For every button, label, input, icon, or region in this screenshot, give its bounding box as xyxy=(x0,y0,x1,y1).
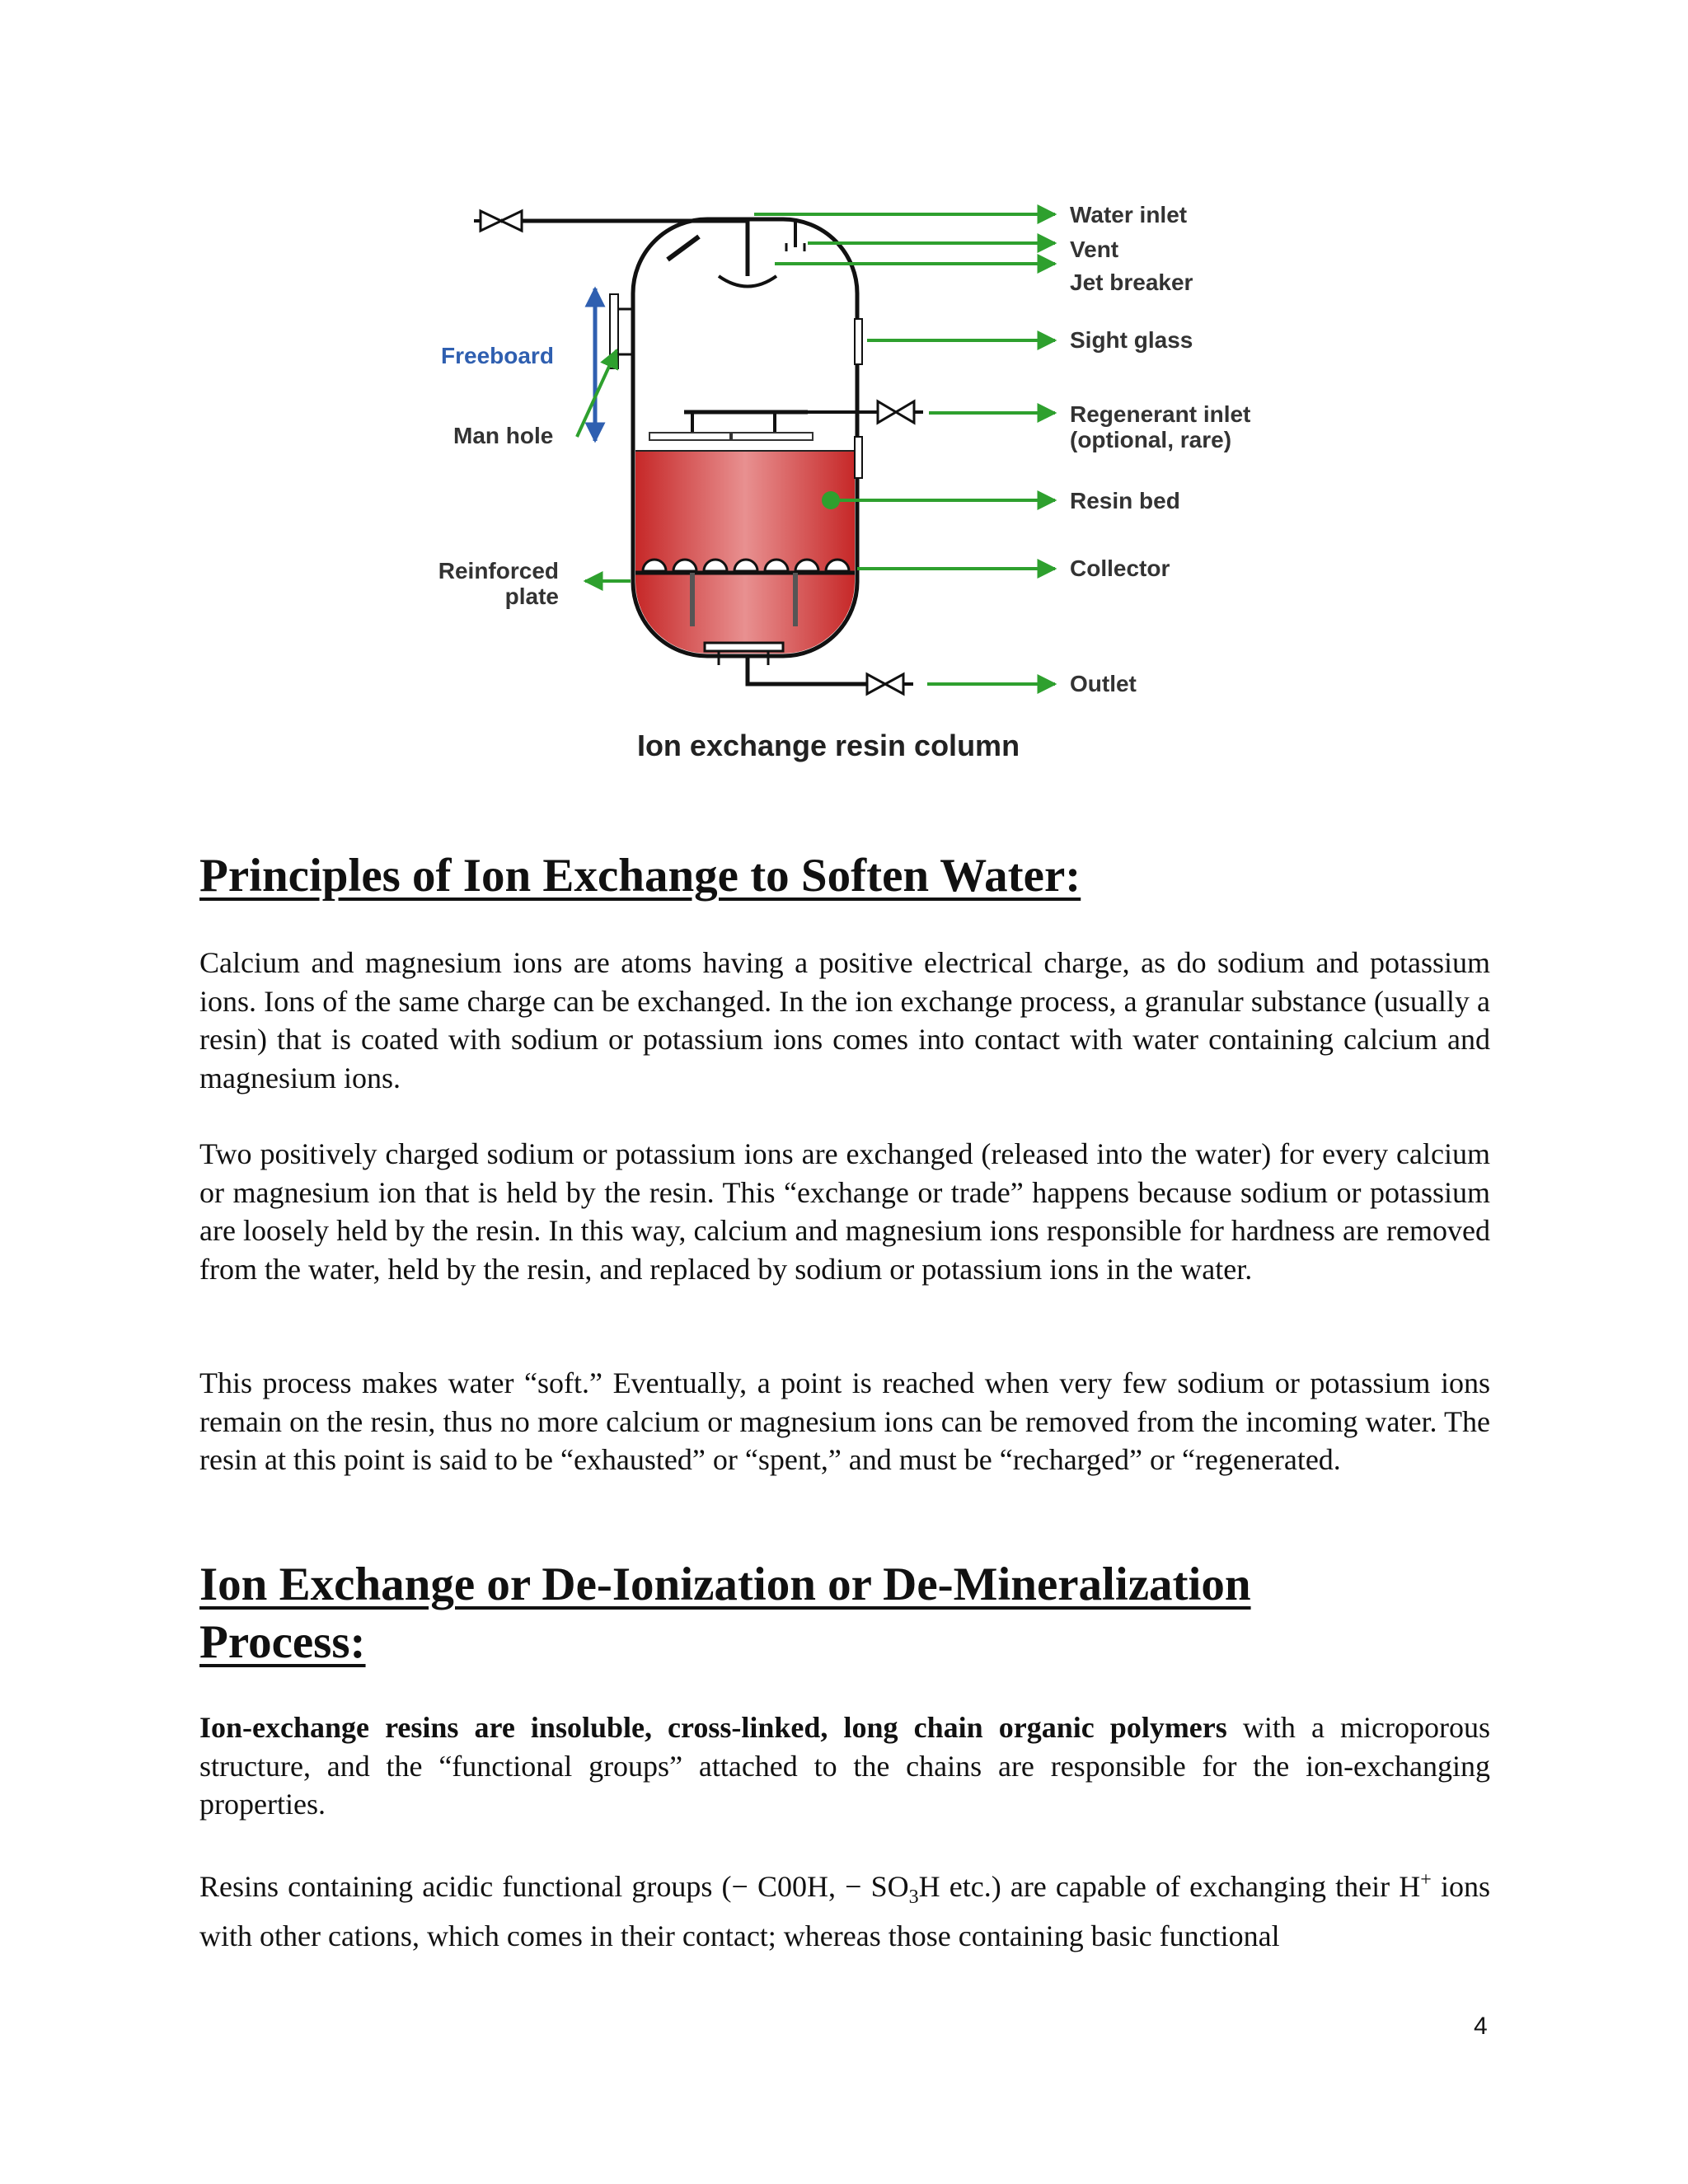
label-jet-breaker: Jet breaker xyxy=(1070,269,1193,295)
label-man-hole: Man hole xyxy=(453,423,554,448)
label-collector: Collector xyxy=(1070,555,1170,581)
resin-bed-dot xyxy=(822,491,840,509)
section2-paragraph-2 xyxy=(199,1861,1490,1955)
section2-heading xyxy=(199,1556,1251,1671)
ion-exchange-column-diagram xyxy=(396,185,1302,791)
label-sight-glass: Sight glass xyxy=(1070,327,1193,353)
section2-paragraph-2-sub: 3 xyxy=(908,1886,919,1909)
section1-paragraph-1: Calcium and magnesium ions are atoms having a positive electrical charge, as do sodium and potassium ions. Ions of the same charge can be exchanged. In the ion exchange process, a granular substance (usually a resin) that is coated with sodium or potassium ions comes into contact with water containing calcium and magnesium ions. xyxy=(199,946,1490,1094)
section2-paragraph-2-b: H etc.) are capable of exchanging their H xyxy=(918,1870,1421,1903)
label-plate: plate xyxy=(504,583,559,609)
section2-paragraph-1-rest: with a microporous structure, and the “functional groups” attached to the chains are responsible for the ion-exchanging properties. xyxy=(199,1711,1490,1821)
label-resin-bed: Resin bed xyxy=(1070,488,1180,513)
figure-caption: Ion exchange resin column xyxy=(636,729,1020,762)
section2-paragraph-2-sup: + xyxy=(1420,1869,1432,1891)
section1-paragraph-3: This process makes water “soft.” Eventually, a point is reached when very few sodium or potassium ions remain on the resin, thus no more calcium or magnesium ions can be removed from the incoming water. The resin at this point is said to be “exhausted” or “spent,” and must be “recharged” or “regenerated. xyxy=(199,1366,1490,1476)
section2-paragraph-2-a: Resins containing acidic functional groups (− C00H, − SO xyxy=(199,1870,909,1903)
label-water-inlet: Water inlet xyxy=(1070,202,1188,227)
resin-bed-fill xyxy=(635,451,855,654)
section2-paragraph-1-bold: Ion-exchange resins are insoluble, cross-linked, long chain organic polymers xyxy=(199,1711,1227,1744)
section1-paragraph-2: Two positively charged sodium or potassium ions are exchanged (released into the water) for every calcium or magnesium ion that is held by the resin. This “exchange or trade” happens because sodium or potassium are loosely held by the resin. In this way, calcium and magnesium ions responsible for hardness are removed from the water, held by the resin, and replaced by sodium or potassium ions in the water. xyxy=(199,1137,1490,1286)
label-regenerant-inlet: Regenerant inlet xyxy=(1070,401,1251,427)
label-freeboard: Freeboard xyxy=(441,343,554,368)
label-regenerant-optional: (optional, rare) xyxy=(1070,427,1232,452)
section2-heading-line1: Ion Exchange or De-Ionization or De-Mineralization xyxy=(199,1558,1251,1610)
label-reinforced: Reinforced xyxy=(438,558,559,583)
section2-heading-line2: Process: xyxy=(199,1616,366,1668)
section1-heading: Principles of Ion Exchange to Soften Water: xyxy=(199,850,1081,902)
label-vent: Vent xyxy=(1070,237,1119,262)
label-outlet: Outlet xyxy=(1070,671,1137,696)
section2-paragraph-1 xyxy=(199,1708,1490,1824)
page-number: 4 xyxy=(1474,2013,1488,2040)
section2-paragraph-2-c: ions with other cations, which comes in their contact; whereas those containing basic functional xyxy=(199,1870,1490,1952)
